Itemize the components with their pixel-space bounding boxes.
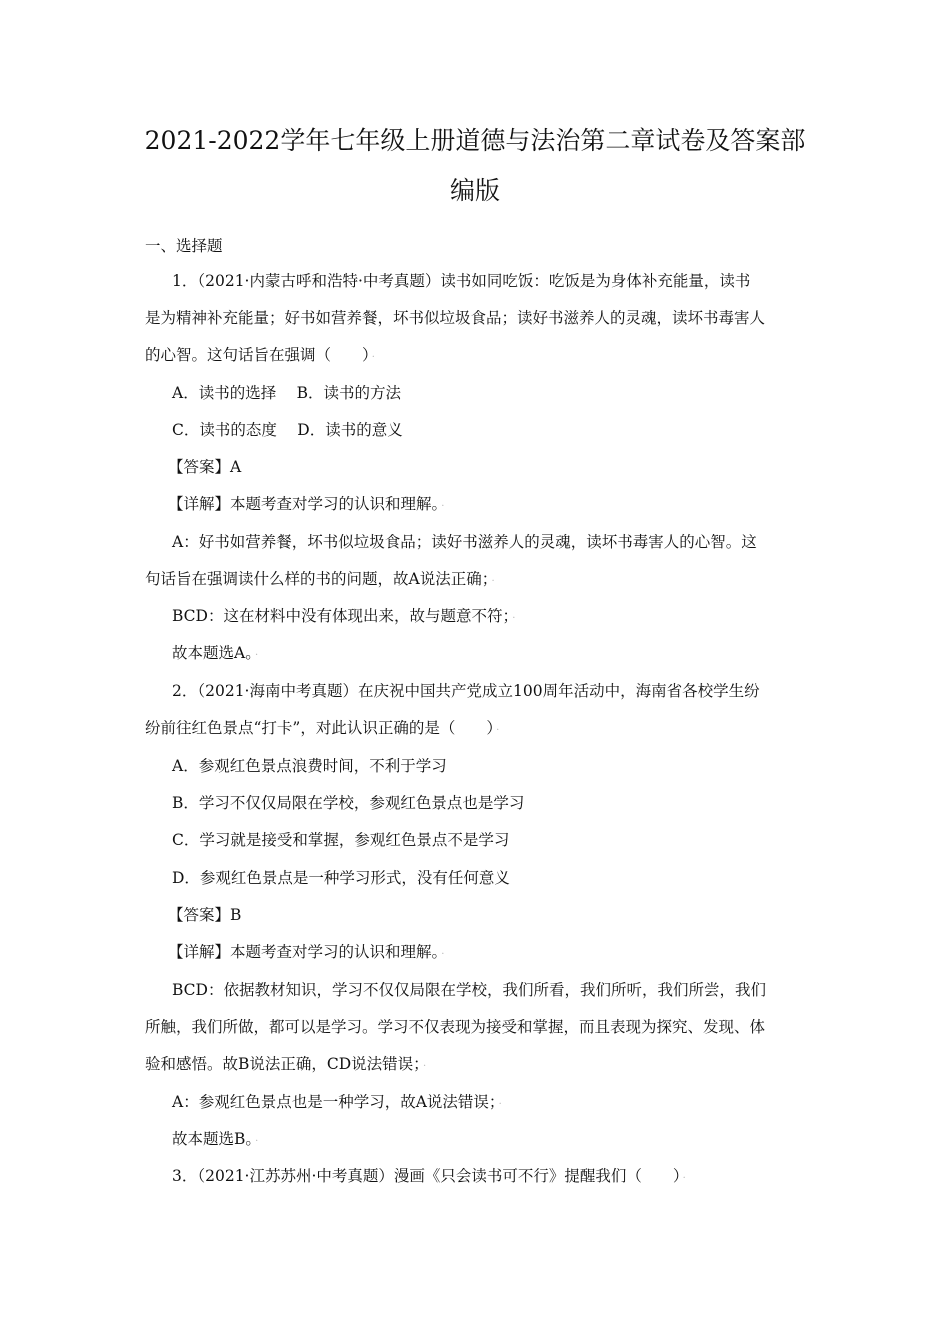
section-heading: 一、选择题 [145,237,223,255]
q1-explain-line-3: BCD：这在材料中没有体现出来，故与题意不符； · [172,607,516,625]
q2-explain-line-2: 所触，我们所做，都可以是学习。学习不仅表现为接受和掌握，而且表现为探究、发现、体 [145,1018,766,1036]
q2-detail-heading: 【详解】本题考查对学习的认识和理解。 · [168,943,445,961]
q2-explain-line-5: 故本题选B。 · [172,1130,259,1148]
q2-option-c: C．学习就是接受和掌握，参观红色景点不是学习 [172,831,510,849]
q1-explain-line-1: A：好书如营养餐，坏书似垃圾食品；读好书滋养人的灵魂，读坏书毒害人的心智。这 [172,533,757,551]
q2-explain-line-4: A：参观红色景点也是一种学习，故A说法错误； · [172,1093,502,1111]
q2-explain-line-1: BCD：依据教材知识，学习不仅仅局限在学校，我们所看，我们所听，我们所尝，我们 [172,981,766,999]
q1-explain-line-4: 故本题选A。 · [172,644,259,662]
q1-options-cd: C．读书的态度 D．读书的意义 [172,421,403,439]
q1-stem-line-3: 的心智。这句话旨在强调（ ） · [145,346,375,364]
q1-explain-line-2: 句话旨在强调读什么样的书的问题，故A说法正确； · [145,570,495,588]
q2-option-b: B．学习不仅仅局限在学校，参观红色景点也是学习 [172,794,525,812]
q2-option-d: D．参观红色景点是一种学习形式，没有任何意义 [172,869,510,887]
title-line-2: 编版 [449,176,500,205]
q2-answer: 【答案】B [168,906,242,924]
q1-detail-heading: 【详解】本题考查对学习的认识和理解。 · [168,495,445,513]
title-line-1: 2021-2022学年七年级上册道德与法治第二章试卷及答案部 [144,126,806,155]
q2-stem-line-1: 2．（2021·海南中考真题）在庆祝中国共产党成立100周年活动中，海南省各校学生纷 [172,682,760,700]
document-title [120,116,830,216]
q2-option-a: A．参观红色景点浪费时间，不利于学习 [172,757,447,775]
q1-answer: 【答案】A [168,458,242,476]
q1-stem-line-1: 1．（2021·内蒙古呼和浩特·中考真题）读书如同吃饭：吃饭是为身体补充能量，读书 [172,272,751,290]
q1-stem-line-2: 是为精神补充能量；好书如营养餐，坏书似垃圾食品；读好书滋养人的灵魂，读坏书毒害人 [145,309,766,327]
q2-stem-line-2: 纷前往红色景点“打卡”，对此认识正确的是（ ） · [145,719,500,737]
q3-stem-line-1: 3．（2021·江苏苏州·中考真题）漫画《只会读书可不行》提醒我们（ ） · [172,1167,686,1185]
q1-options-ab: A．读书的选择 B．读书的方法 [172,384,402,402]
q2-explain-line-3: 验和感悟。故B说法正确，CD说法错误； · [145,1055,427,1073]
